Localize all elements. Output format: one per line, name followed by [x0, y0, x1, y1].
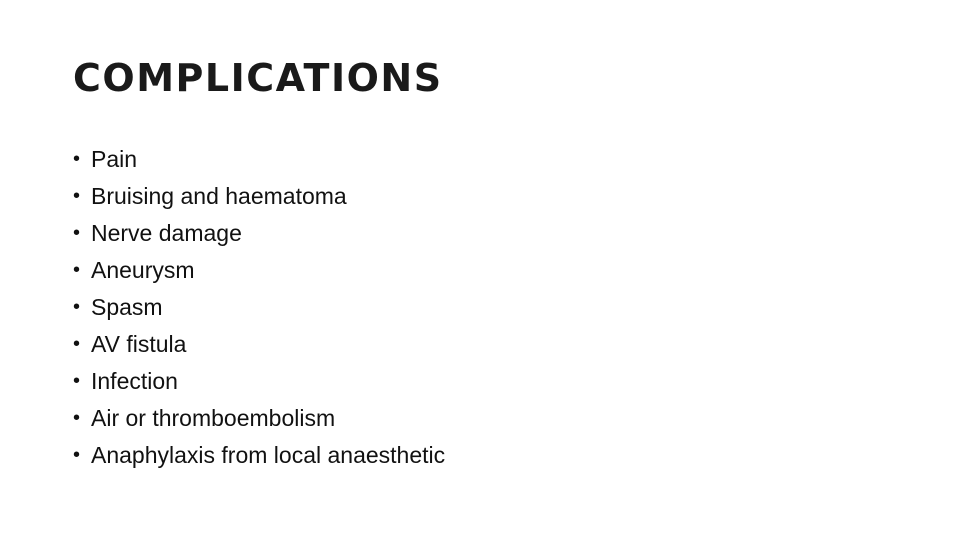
- bullet-list: [73, 141, 445, 474]
- list-item: [73, 252, 445, 289]
- list-item-text: Bruising and haematoma: [91, 183, 347, 209]
- list-item: [73, 437, 445, 474]
- list-item-text: AV fistula: [91, 331, 187, 357]
- list-item: [73, 178, 445, 215]
- list-item: [73, 326, 445, 363]
- list-item: [73, 141, 445, 178]
- bullet-icon: •: [73, 222, 81, 244]
- list-item-text: Anaphylaxis from local anaesthetic: [91, 442, 446, 468]
- bullet-icon: •: [73, 148, 81, 170]
- bullet-icon: •: [73, 259, 81, 281]
- list-item-text: Air or thromboembolism: [91, 405, 336, 431]
- list-item: [73, 400, 445, 437]
- bullet-icon: •: [73, 407, 81, 429]
- bullet-icon: •: [73, 296, 81, 318]
- list-item-text: Pain: [91, 146, 138, 172]
- list-item-text: Spasm: [91, 294, 163, 320]
- bullet-icon: •: [73, 444, 81, 466]
- list-item-text: Infection: [91, 368, 178, 394]
- bullet-icon: •: [73, 370, 81, 392]
- list-item-text: Nerve damage: [91, 220, 242, 246]
- list-item-text: Aneurysm: [91, 257, 195, 283]
- bullet-icon: •: [73, 185, 81, 207]
- list-item: [73, 289, 445, 326]
- list-item: [73, 215, 445, 252]
- slide-title: COMPLICATIONS: [73, 56, 443, 100]
- bullet-icon: •: [73, 333, 81, 355]
- list-item: [73, 363, 445, 400]
